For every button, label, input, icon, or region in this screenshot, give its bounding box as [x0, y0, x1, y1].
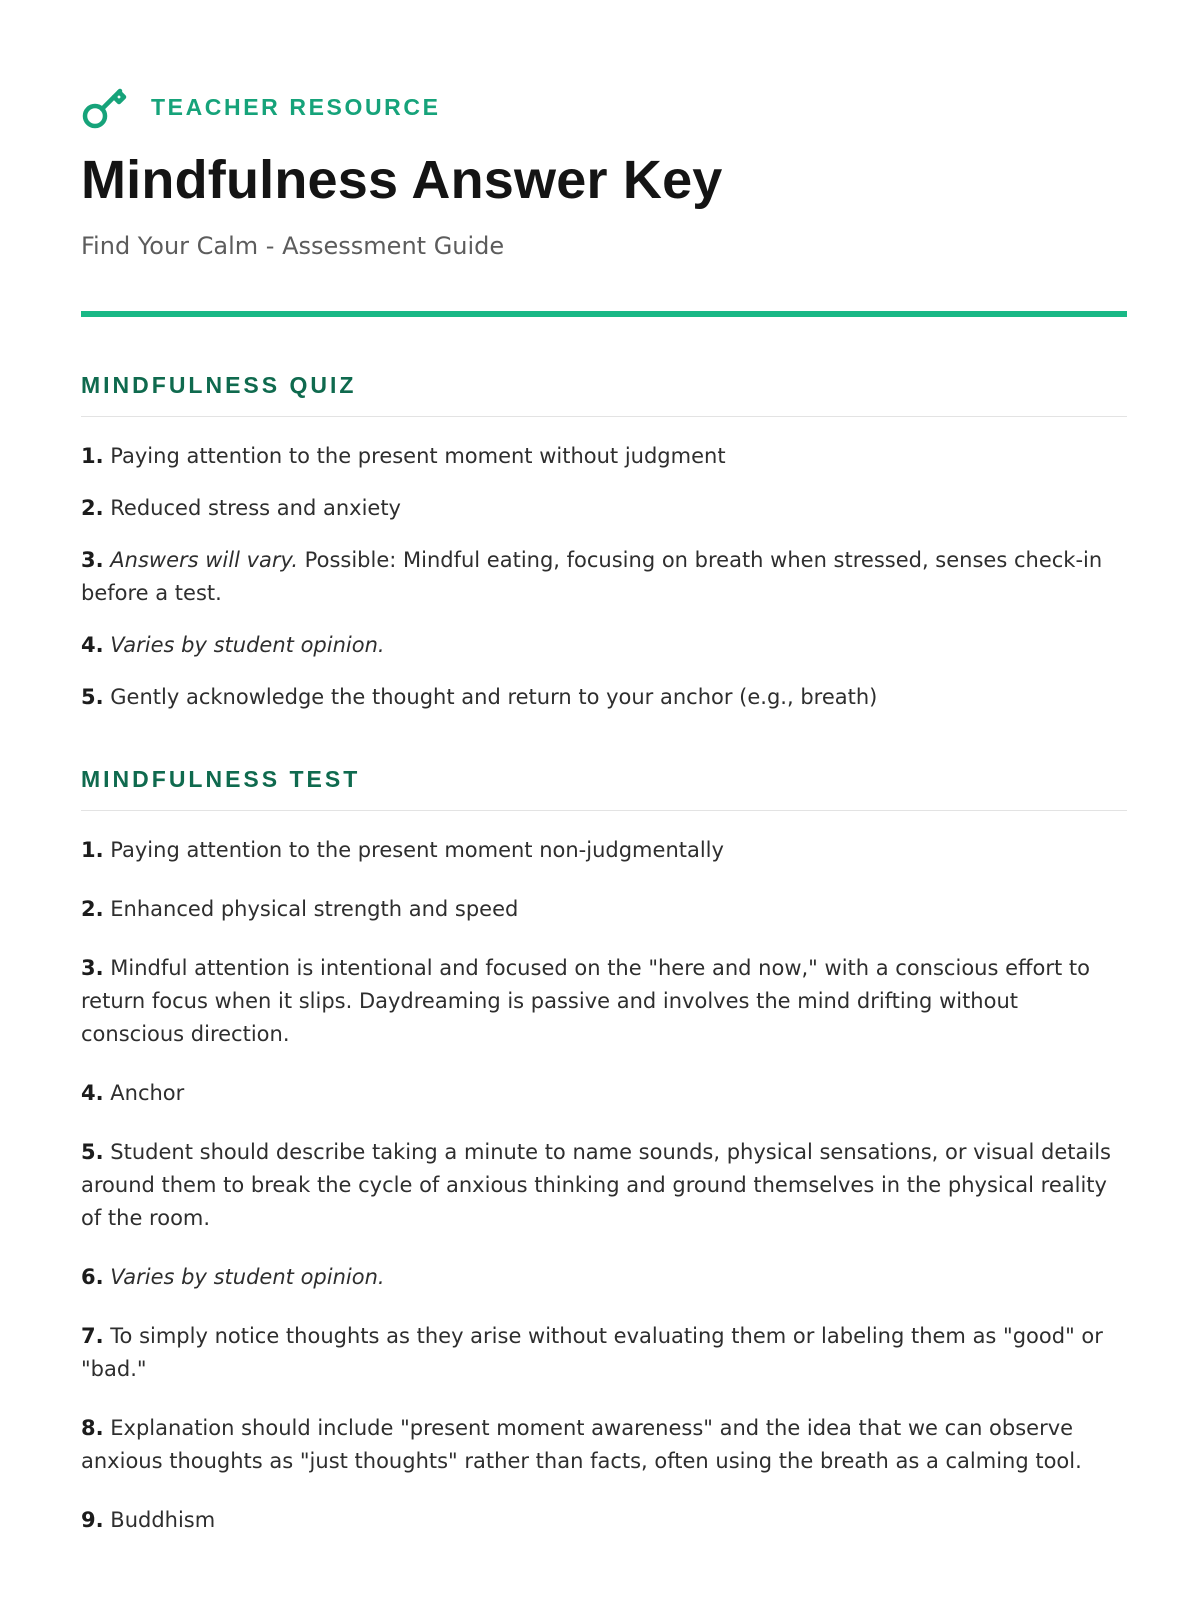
answer-text: Possible: Mindful eating, focusing on breath when stressed, senses check-in before a test.: [81, 548, 1103, 605]
answer-item: [81, 1412, 1127, 1478]
answer-number: 2.: [81, 496, 104, 520]
answer-text: Paying attention to the present moment without judgment: [110, 444, 726, 468]
page-subtitle: Find Your Calm - Assessment Guide: [81, 232, 505, 260]
answer-italic-text: Answers will vary.: [110, 548, 298, 572]
answer-item: [81, 1077, 1127, 1110]
answer-item: [81, 834, 1127, 867]
answer-item: [81, 1320, 1127, 1386]
section-divider: [81, 810, 1127, 811]
quiz-answer-list: [81, 440, 1127, 714]
answer-item: [81, 629, 1127, 662]
answer-item: [81, 1136, 1127, 1235]
page-title: Mindfulness Answer Key: [81, 150, 723, 210]
answer-text: Reduced stress and anxiety: [110, 496, 401, 520]
answer-number: 4.: [81, 1081, 104, 1105]
answer-italic-text: Varies by student opinion.: [110, 633, 385, 657]
answer-number: 3.: [81, 548, 104, 572]
answer-text: Explanation should include "present moment awareness" and the idea that we can observe anxious thoughts as "just thoughts" rather than facts, often using the breath as a calming tool.: [81, 1416, 1082, 1473]
test-answer-list: [81, 834, 1127, 1537]
answer-item: [81, 893, 1127, 926]
answer-item: [81, 1261, 1127, 1294]
answer-number: 7.: [81, 1324, 104, 1348]
answer-number: 4.: [81, 633, 104, 657]
answer-item: [81, 544, 1127, 610]
answer-text: Student should describe taking a minute to name sounds, physical sensations, or visual details around them to break the cycle of anxious thinking and ground themselves in the physical reality of the room.: [81, 1140, 1111, 1230]
answer-item: [81, 492, 1127, 525]
key-icon: [81, 83, 129, 131]
answer-number: 8.: [81, 1416, 104, 1440]
answer-number: 2.: [81, 897, 104, 921]
answer-number: 3.: [81, 956, 104, 980]
answer-text: To simply notice thoughts as they arise without evaluating them or labeling them as "good" or "bad.": [81, 1324, 1103, 1381]
answer-text: Anchor: [110, 1081, 185, 1105]
answer-text: Enhanced physical strength and speed: [110, 897, 519, 921]
kicker: [81, 82, 1127, 132]
answer-text: Paying attention to the present moment non-judgmentally: [110, 838, 724, 862]
answer-item: [81, 440, 1127, 473]
answer-text: Buddhism: [110, 1508, 216, 1532]
section-title-test: MINDFULNESS TEST: [81, 766, 361, 792]
header-divider: [81, 311, 1127, 317]
answer-number: 5.: [81, 685, 104, 709]
answer-number: 1.: [81, 444, 104, 468]
answer-number: 6.: [81, 1265, 104, 1289]
kicker-label: TEACHER RESOURCE: [151, 93, 441, 120]
section-title-quiz: MINDFULNESS QUIZ: [81, 372, 357, 398]
answer-text: Mindful attention is intentional and focused on the "here and now," with a conscious effort to return focus when it slips. Daydreaming is passive and involves the mind drifting without conscious direction.: [81, 956, 1090, 1046]
answer-number: 1.: [81, 838, 104, 862]
answer-item: [81, 681, 1127, 714]
answer-key-page: [81, 82, 1127, 1563]
answer-number: 9.: [81, 1508, 104, 1532]
answer-italic-text: Varies by student opinion.: [110, 1265, 385, 1289]
answer-text: Gently acknowledge the thought and return to your anchor (e.g., breath): [110, 685, 878, 709]
answer-item: [81, 1504, 1127, 1537]
section-divider: [81, 416, 1127, 417]
answer-item: [81, 952, 1127, 1051]
answer-number: 5.: [81, 1140, 104, 1164]
